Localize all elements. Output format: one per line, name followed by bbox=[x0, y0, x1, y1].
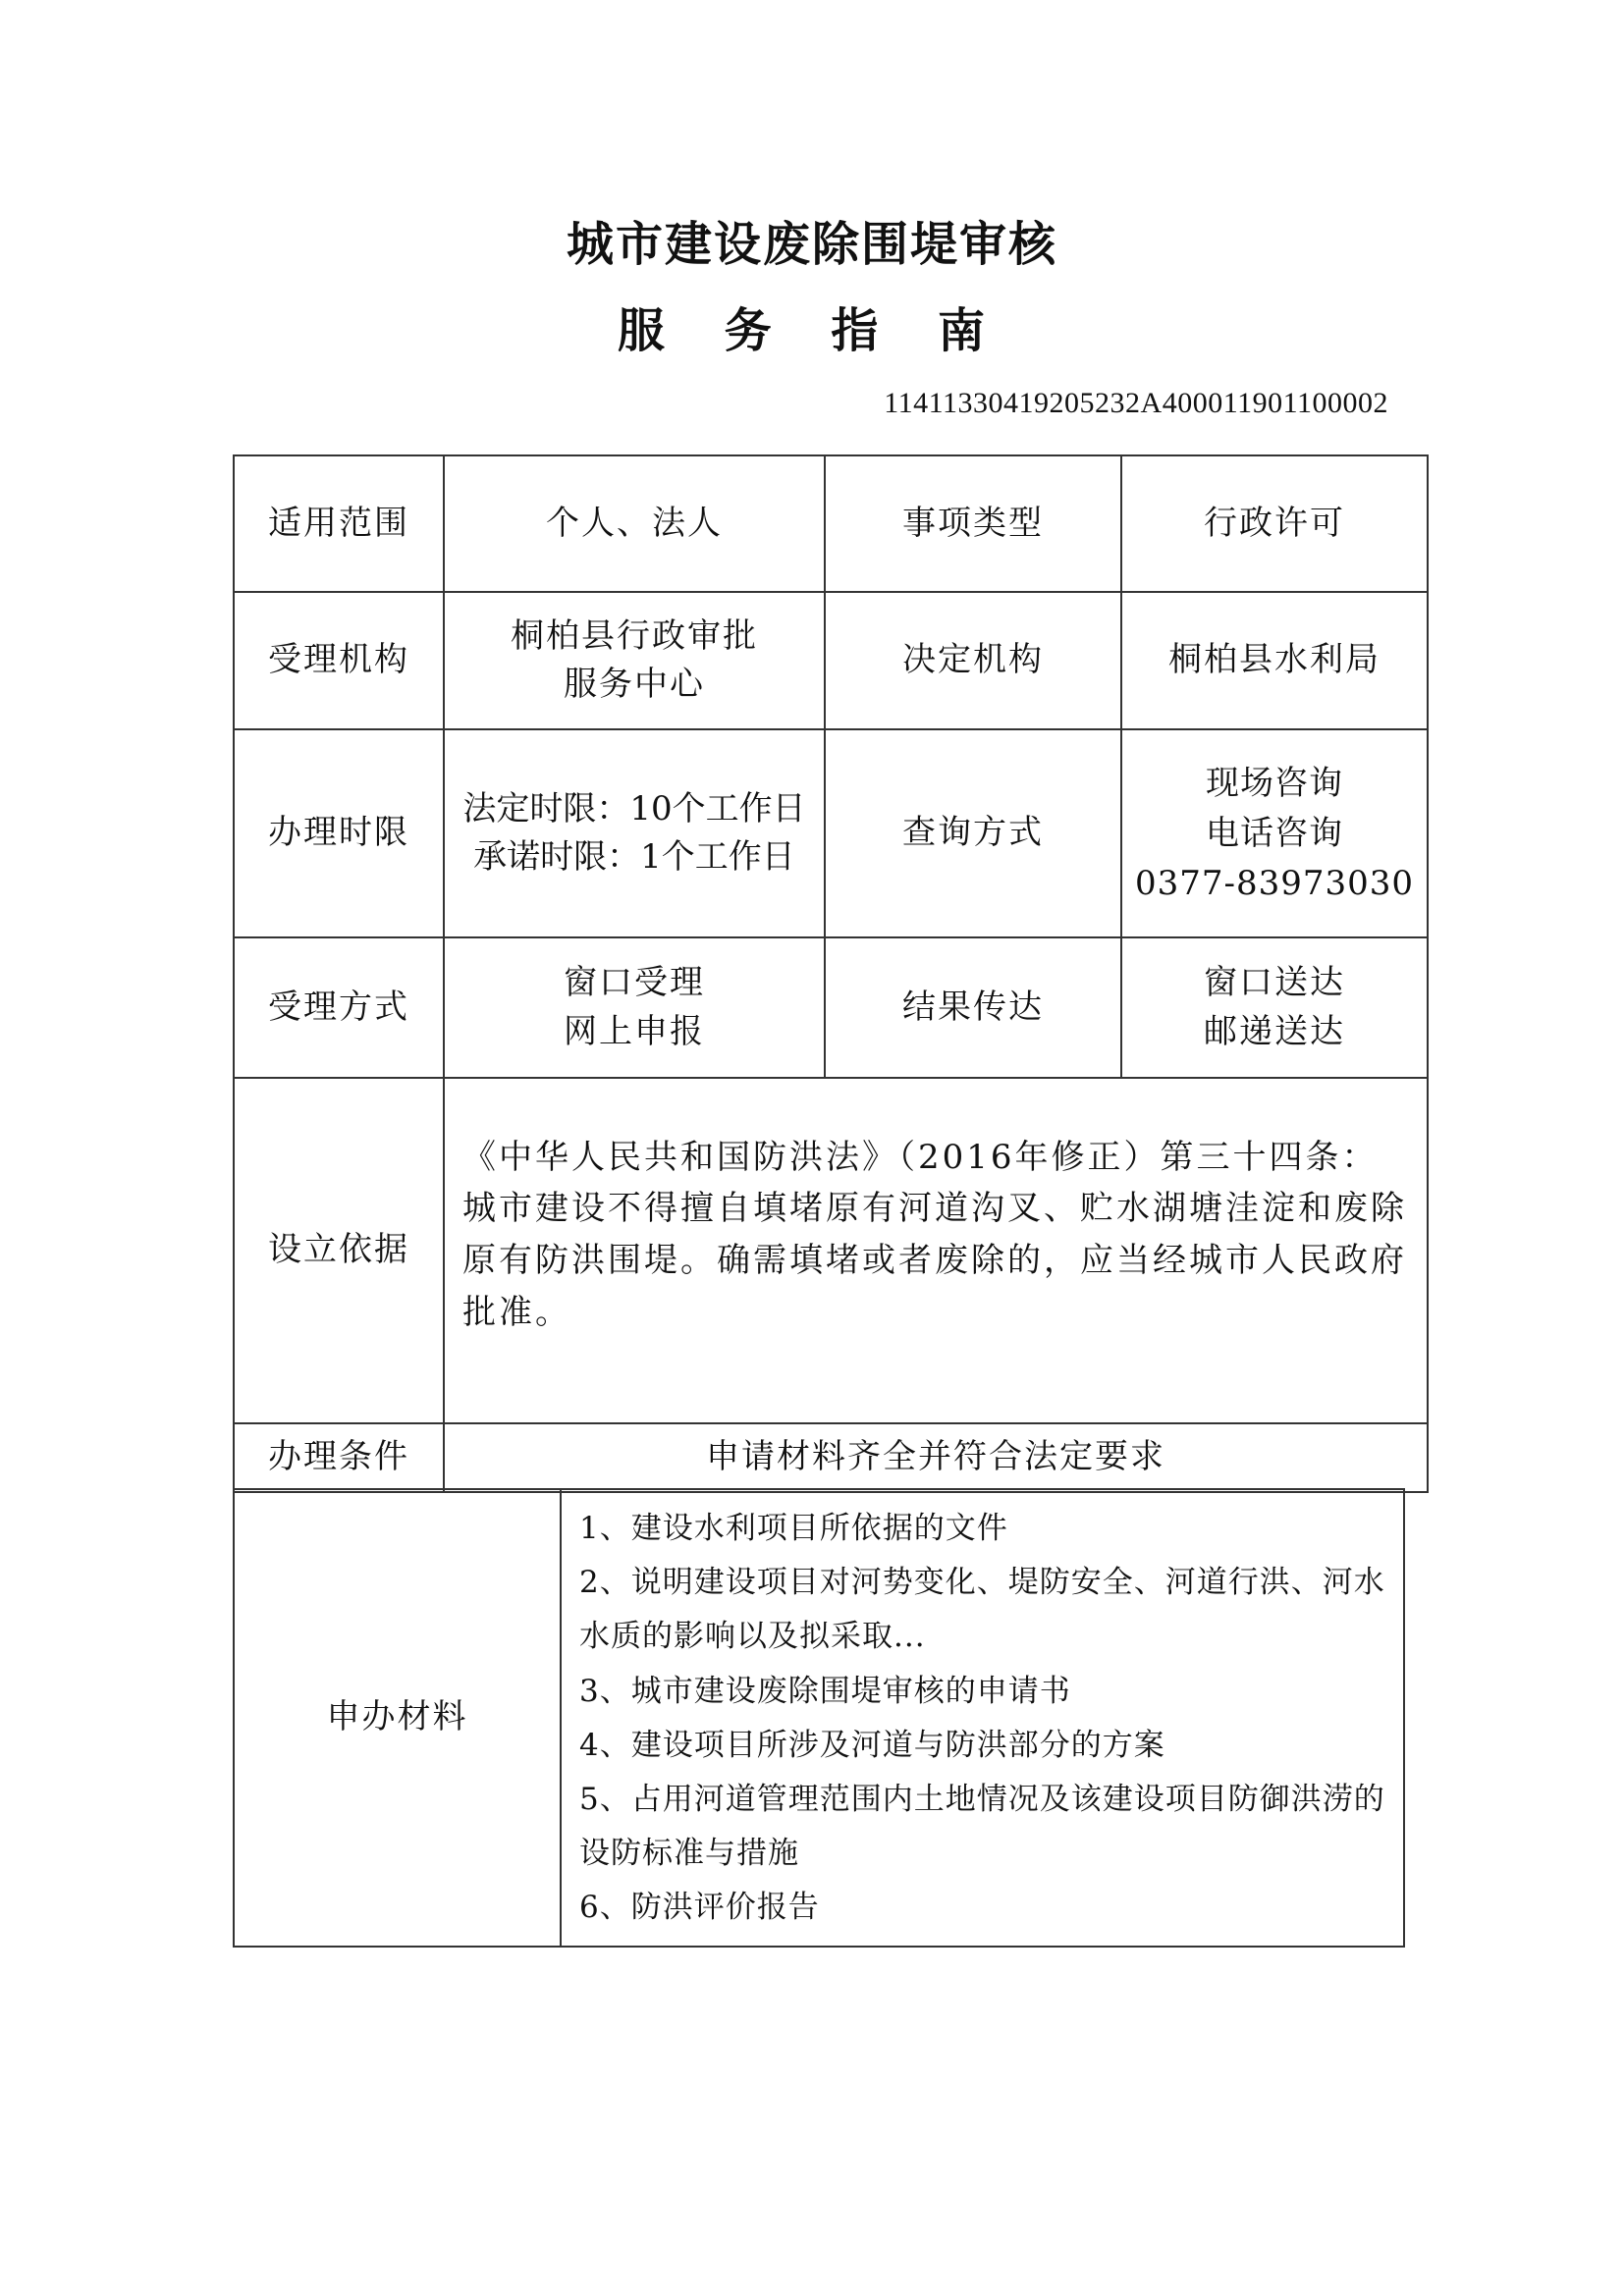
list-item: 6、防洪评价报告 bbox=[579, 1890, 820, 1926]
table-row bbox=[234, 592, 1428, 729]
label-result: 结果传达 bbox=[825, 937, 1121, 1078]
label-query: 查询方式 bbox=[825, 729, 1121, 937]
table-row bbox=[234, 1423, 1428, 1492]
page-subtitle: 服 务 指 南 bbox=[617, 303, 1007, 358]
value-line: 服务中心 bbox=[564, 665, 705, 704]
table-row bbox=[234, 729, 1428, 937]
value-line: 邮递送达 bbox=[1204, 1011, 1345, 1051]
label-scope: 适用范围 bbox=[234, 455, 444, 592]
value-line: 窗口受理 bbox=[564, 963, 705, 1003]
value-line: 桐柏县行政审批 bbox=[511, 615, 758, 656]
value-result bbox=[1121, 937, 1428, 1078]
value-time-limit bbox=[444, 729, 825, 937]
materials-table bbox=[233, 1488, 1405, 1948]
label-materials: 申办材料 bbox=[234, 1489, 561, 1947]
label-time-limit: 办理时限 bbox=[234, 729, 444, 937]
materials-list bbox=[561, 1489, 1404, 1947]
value-scope: 个人、法人 bbox=[444, 455, 825, 592]
value-line: 承诺时限：1个工作日 bbox=[473, 837, 795, 877]
list-item: 2、说明建设项目对河势变化、堤防安全、河道行洪、河水水质的影响以及拟采取... bbox=[579, 1565, 1385, 1655]
info-table bbox=[233, 454, 1429, 1493]
value-line: 网上申报 bbox=[564, 1011, 705, 1051]
value-line: 窗口送达 bbox=[1204, 963, 1345, 1003]
label-conditions: 办理条件 bbox=[234, 1423, 444, 1492]
value-conditions: 申请材料齐全并符合法定要求 bbox=[444, 1423, 1428, 1492]
value-accept-way bbox=[444, 937, 825, 1078]
value-line: 电话咨询 bbox=[1206, 813, 1343, 853]
label-type: 事项类型 bbox=[825, 455, 1121, 592]
value-decide-org: 桐柏县水利局 bbox=[1121, 592, 1428, 729]
phone-number: 0377-83973030 bbox=[1134, 863, 1415, 903]
table-row bbox=[234, 1489, 1404, 1947]
table-row bbox=[234, 455, 1428, 592]
label-accept-way: 受理方式 bbox=[234, 937, 444, 1078]
list-item: 1、建设水利项目所依据的文件 bbox=[579, 1511, 1008, 1546]
label-basis: 设立依据 bbox=[234, 1078, 444, 1423]
value-basis: 《中华人民共和国防洪法》（2016年修正）第三十四条：城市建设不得擅自填堵原有河道沟叉、贮水湖塘洼淀和废除原有防洪围堤。确需填堵或者废除的，应当经城市人民政府批准。 bbox=[444, 1078, 1428, 1423]
value-query bbox=[1121, 729, 1428, 937]
table-row bbox=[234, 937, 1428, 1078]
list-item: 5、占用河道管理范围内土地情况及该建设项目防御洪涝的设防标准与措施 bbox=[579, 1781, 1385, 1872]
value-accept-org bbox=[444, 592, 825, 729]
label-decide-org: 决定机构 bbox=[825, 592, 1121, 729]
list-item: 4、建设项目所涉及河道与防洪部分的方案 bbox=[579, 1727, 1165, 1763]
document-code: 11411330419205232A400011901100002 bbox=[884, 387, 1388, 419]
list-item: 3、城市建设废除围堤审核的申请书 bbox=[579, 1673, 1071, 1709]
value-line: 现场咨询 bbox=[1206, 763, 1343, 803]
table-row bbox=[234, 1078, 1428, 1423]
value-line: 法定时限：10个工作日 bbox=[462, 788, 806, 828]
value-type: 行政许可 bbox=[1121, 455, 1428, 592]
label-accept-org: 受理机构 bbox=[234, 592, 444, 729]
page-title: 城市建设废除围堤审核 bbox=[566, 217, 1057, 272]
